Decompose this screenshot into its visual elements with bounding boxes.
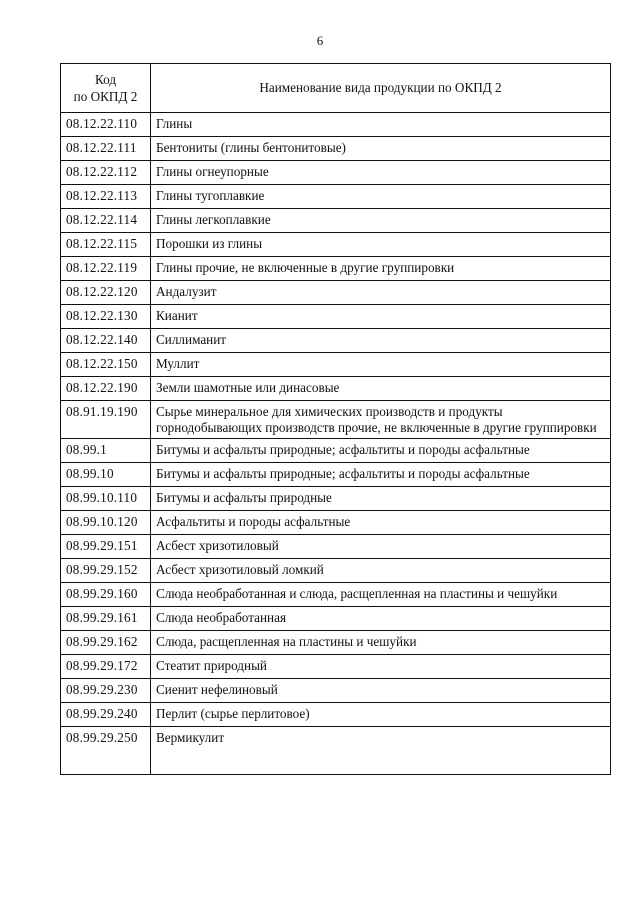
row-name: Битумы и асфальты природные; асфальтиты и породы асфальтные [151,463,611,487]
row-name: Перлит (сырье перлитовое) [151,703,611,727]
row-code: 08.12.22.120 [61,281,151,305]
row-code: 08.99.29.152 [61,559,151,583]
table-row [61,377,611,401]
row-code: 08.99.29.151 [61,535,151,559]
row-code: 08.12.22.119 [61,257,151,281]
row-code: 08.99.1 [61,439,151,463]
row-code: 08.12.22.190 [61,377,151,401]
row-code: 08.12.22.114 [61,209,151,233]
header-code-line2: по ОКПД 2 [73,89,138,104]
table-row [61,679,611,703]
row-code: 08.99.29.250 [61,727,151,775]
row-code: 08.91.19.190 [61,401,151,439]
row-code: 08.99.29.240 [61,703,151,727]
table-row [61,583,611,607]
row-code: 08.12.22.115 [61,233,151,257]
row-name: Сиенит нефелиновый [151,679,611,703]
row-name: Глины [151,113,611,137]
row-name: Слюда необработанная [151,607,611,631]
row-code: 08.99.10.110 [61,487,151,511]
row-code: 08.12.22.111 [61,137,151,161]
table-row [61,257,611,281]
row-name: Силлиманит [151,329,611,353]
table-row [61,703,611,727]
row-code: 08.99.29.172 [61,655,151,679]
table-header-row [61,64,611,113]
row-name: Муллит [151,353,611,377]
row-name: Вермикулит [151,727,611,775]
table-row [61,655,611,679]
table-row [61,185,611,209]
table-row [61,631,611,655]
row-code: 08.99.29.162 [61,631,151,655]
table-row [61,137,611,161]
row-name: Асбест хризотиловый ломкий [151,559,611,583]
table-row [61,439,611,463]
header-code [61,64,151,113]
header-code-line1: Код [94,72,117,87]
okpd-products-table [60,63,611,775]
row-name: Битумы и асфальты природные [151,487,611,511]
table-row [61,161,611,185]
table-row [61,607,611,631]
table-row [61,727,611,775]
table-row [61,401,611,439]
row-code: 08.12.22.130 [61,305,151,329]
row-name: Бентониты (глины бентонитовые) [151,137,611,161]
row-name: Порошки из глины [151,233,611,257]
row-code: 08.99.29.230 [61,679,151,703]
row-name: Кианит [151,305,611,329]
row-name: Асбест хризотиловый [151,535,611,559]
header-name: Наименование вида продукции по ОКПД 2 [151,64,611,113]
table-row [61,511,611,535]
page-number: 6 [316,33,324,48]
row-name: Глины тугоплавкие [151,185,611,209]
row-name: Глины прочие, не включенные в другие группировки [151,257,611,281]
table-row [61,487,611,511]
table-row [61,535,611,559]
row-name: Глины легкоплавкие [151,209,611,233]
row-name: Асфальтиты и породы асфальтные [151,511,611,535]
row-name: Слюда необработанная и слюда, расщепленная на пластины и чешуйки [151,583,611,607]
row-code: 08.99.10 [61,463,151,487]
table-row [61,329,611,353]
table-row [61,353,611,377]
table-row [61,559,611,583]
row-name: Стеатит природный [151,655,611,679]
table-row [61,233,611,257]
row-code: 08.99.10.120 [61,511,151,535]
table-row [61,281,611,305]
row-code: 08.12.22.113 [61,185,151,209]
row-code: 08.12.22.112 [61,161,151,185]
row-name: Слюда, расщепленная на пластины и чешуйки [151,631,611,655]
table-row [61,305,611,329]
table-row [61,463,611,487]
row-code: 08.99.29.160 [61,583,151,607]
row-code: 08.12.22.150 [61,353,151,377]
table-row [61,113,611,137]
row-name: Андалузит [151,281,611,305]
row-code: 08.99.29.161 [61,607,151,631]
row-name: Земли шамотные или динасовые [151,377,611,401]
row-code: 08.12.22.140 [61,329,151,353]
row-name: Битумы и асфальты природные; асфальтиты и породы асфальтные [151,439,611,463]
row-name: Сырье минеральное для химических производств и продукты горнодобывающих производств прочие, не включенные в другие группировки [151,401,611,439]
row-code: 08.12.22.110 [61,113,151,137]
table-row [61,209,611,233]
row-name: Глины огнеупорные [151,161,611,185]
